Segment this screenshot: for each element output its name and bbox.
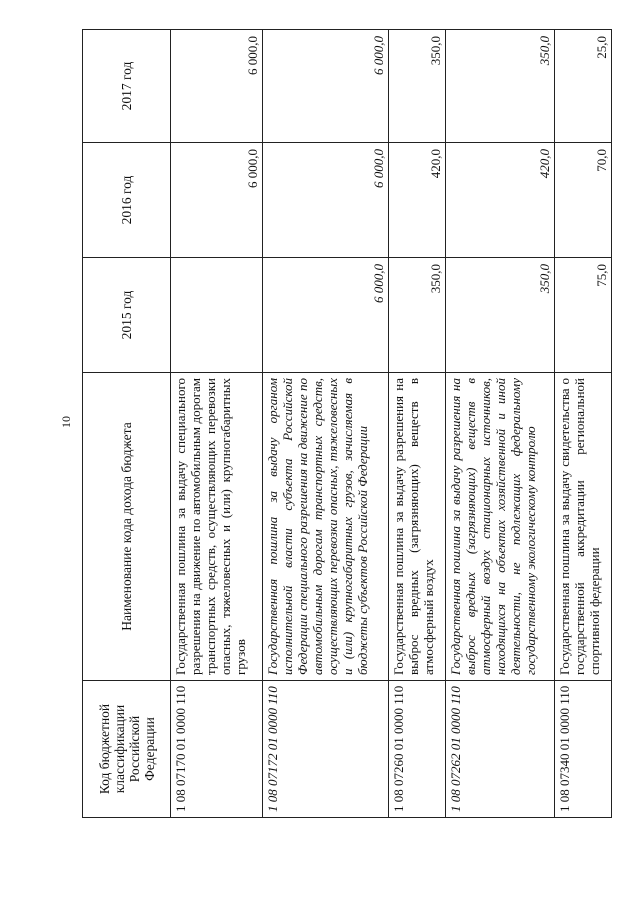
header-name: Наименование кода дохода бюджета bbox=[83, 373, 171, 681]
table-header-row bbox=[83, 30, 171, 818]
row-name: Государственная пошлина за выдачу свидетельства о государственной аккредитации региональной спортивной федерации bbox=[554, 373, 611, 681]
row-code: 1 08 07172 01 0000 110 bbox=[262, 681, 388, 818]
header-2017: 2017 год bbox=[83, 30, 171, 143]
row-value-2016: 70,0 bbox=[554, 143, 611, 258]
row-name: Государственная пошлина за выдачу разрешения на выброс вредных (загрязняющих) веществ в атмосферный воздух bbox=[388, 373, 445, 681]
budget-income-table bbox=[82, 29, 612, 818]
row-value-2017: 6 000,0 bbox=[262, 30, 388, 143]
row-value-2016: 420,0 bbox=[388, 143, 445, 258]
header-code: Код бюджетной классификации Российской Федерации bbox=[83, 681, 171, 818]
row-code: 1 08 07340 01 0000 110 bbox=[554, 681, 611, 818]
row-value-2015: 350,0 bbox=[388, 258, 445, 373]
table-row bbox=[171, 30, 263, 818]
header-2015: 2015 год bbox=[83, 258, 171, 373]
row-value-2015: 350,0 bbox=[445, 258, 554, 373]
row-value-2016: 6 000,0 bbox=[262, 143, 388, 258]
row-value-2017: 25,0 bbox=[554, 30, 611, 143]
row-value-2017: 350,0 bbox=[388, 30, 445, 143]
row-code: 1 08 07170 01 0000 110 bbox=[171, 681, 263, 818]
row-value-2016: 6 000,0 bbox=[171, 143, 263, 258]
table-row bbox=[262, 30, 388, 818]
row-name: Государственная пошлина за выдачу органом исполнительной власти субъекта Российской Федерации специального разрешения на движение по автомобильным дорогам транспортных средств, осуществляющих перевозки опасных, тяжеловесных и (или) крупногабаритных грузов, зачисляемая в бюджеты субъектов Российской Федерации bbox=[262, 373, 388, 681]
row-value-2015 bbox=[171, 258, 263, 373]
row-value-2016: 420,0 bbox=[445, 143, 554, 258]
table-row bbox=[554, 30, 611, 818]
table-row bbox=[445, 30, 554, 818]
row-value-2015: 75,0 bbox=[554, 258, 611, 373]
row-value-2015: 6 000,0 bbox=[262, 258, 388, 373]
table-row bbox=[388, 30, 445, 818]
row-value-2017: 6 000,0 bbox=[171, 30, 263, 143]
row-name: Государственная пошлина за выдачу специального разрешения на движение по автомобильным дорогам транспортных средств, осуществляющих перевозки опасных, тяжеловесных и (или) крупногабаритных грузов bbox=[171, 373, 263, 681]
row-code: 1 08 07262 01 0000 110 bbox=[445, 681, 554, 818]
rotated-table-container bbox=[82, 30, 612, 818]
page-number: 10 bbox=[58, 416, 73, 428]
row-value-2017: 350,0 bbox=[445, 30, 554, 143]
row-code: 1 08 07260 01 0000 110 bbox=[388, 681, 445, 818]
header-2016: 2016 год bbox=[83, 143, 171, 258]
row-name: Государственная пошлина за выдачу разрешения на выброс вредных (загрязняющих) веществ в атмосферный воздух стационарных источников, находящихся на объектах хозяйственной и иной деятельности, не подлежащих федеральному государственному экологическому контролю bbox=[445, 373, 554, 681]
